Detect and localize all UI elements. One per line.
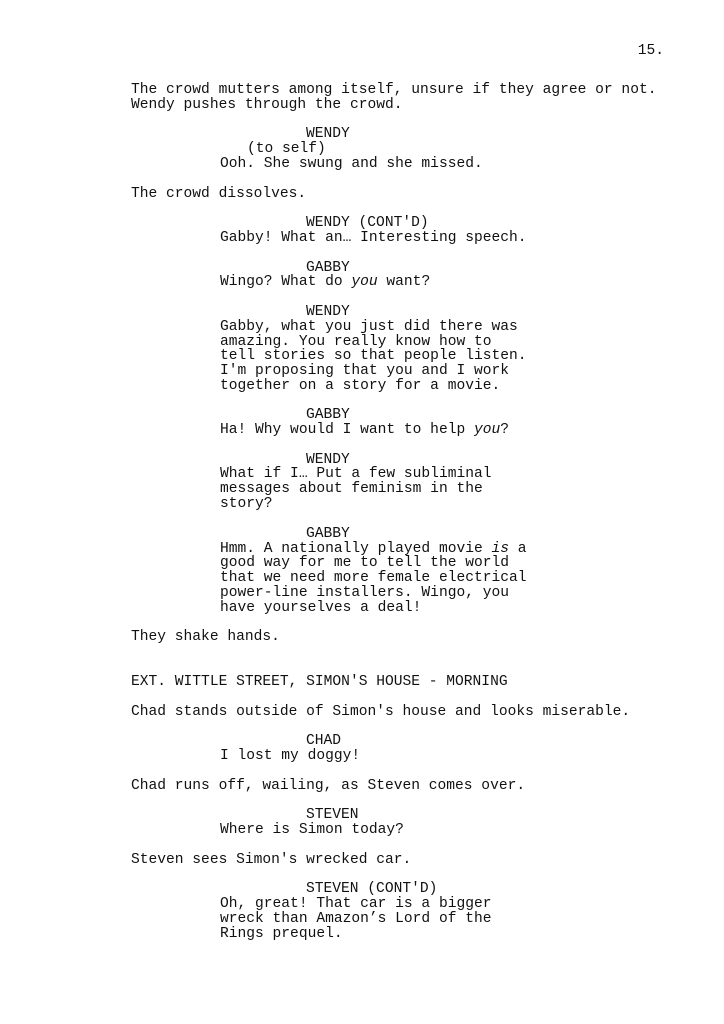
dialogue-line: together on a story for a movie. (220, 378, 501, 394)
dialogue-line: have yourselves a deal! (220, 600, 422, 616)
dialogue-line: What if I… Put a few subliminal (220, 466, 492, 482)
dialogue-line: tell stories so that people listen. (220, 348, 527, 364)
action-line: The crowd mutters among itself, unsure if they agree or not. (131, 82, 657, 98)
character-name: WENDY (306, 304, 350, 320)
scene-heading: EXT. WITTLE STREET, SIMON'S HOUSE - MORNING (131, 674, 508, 690)
character-name: GABBY (306, 407, 350, 423)
dialogue-line: power-line installers. Wingo, you (220, 585, 510, 601)
dialogue-line: Oh, great! That car is a bigger (220, 896, 492, 912)
dialogue-line: amazing. You really know how to (220, 334, 492, 350)
dialogue-line: messages about feminism in the (220, 481, 483, 497)
dialogue-line: wreck than Amazon’s Lord of the (220, 911, 492, 927)
dialogue-line: good way for me to tell the world (220, 555, 510, 571)
character-name: CHAD (306, 733, 342, 749)
character-name: GABBY (306, 260, 350, 276)
character-name: STEVEN (306, 807, 359, 823)
dialogue-line: Gabby, what you just did there was (220, 319, 518, 335)
character-name: STEVEN (CONT'D) (306, 881, 438, 897)
emphasis: is (491, 541, 510, 557)
character-name: WENDY (306, 452, 350, 468)
dialogue-line: Hmm. A nationally played movie is a (220, 541, 527, 557)
dialogue-line: Ooh. She swung and she missed. (220, 156, 483, 172)
action-line: Chad stands outside of Simon's house and looks miserable. (131, 704, 631, 720)
action-line: The crowd dissolves. (131, 186, 307, 202)
dialogue-line: I'm proposing that you and I work (220, 363, 510, 379)
emphasis: you (351, 274, 378, 290)
dialogue-line: Ha! Why would I want to help you? (220, 422, 510, 438)
dialogue-line: Where is Simon today? (220, 822, 404, 838)
emphasis: you (473, 422, 501, 438)
dialogue-line: Wingo? What do you want? (220, 274, 431, 290)
dialogue-line: that we need more female electrical (220, 570, 527, 586)
character-name: WENDY (306, 126, 350, 142)
dialogue-line: Rings prequel. (220, 926, 343, 942)
action-line: Chad runs off, wailing, as Steven comes over. (131, 778, 526, 794)
character-name: WENDY (CONT'D) (306, 215, 429, 231)
character-name: GABBY (306, 526, 350, 542)
dialogue-line: Gabby! What an… Interesting speech. (220, 230, 527, 246)
action-line: Wendy pushes through the crowd. (131, 97, 403, 113)
action-line: They shake hands. (131, 629, 280, 645)
page-number: 15. (637, 43, 664, 59)
dialogue-line: I lost my doggy! (220, 748, 361, 764)
dialogue-line: story? (220, 496, 273, 512)
parenthetical: (to self) (247, 141, 326, 157)
action-line: Steven sees Simon's wrecked car. (131, 852, 412, 868)
